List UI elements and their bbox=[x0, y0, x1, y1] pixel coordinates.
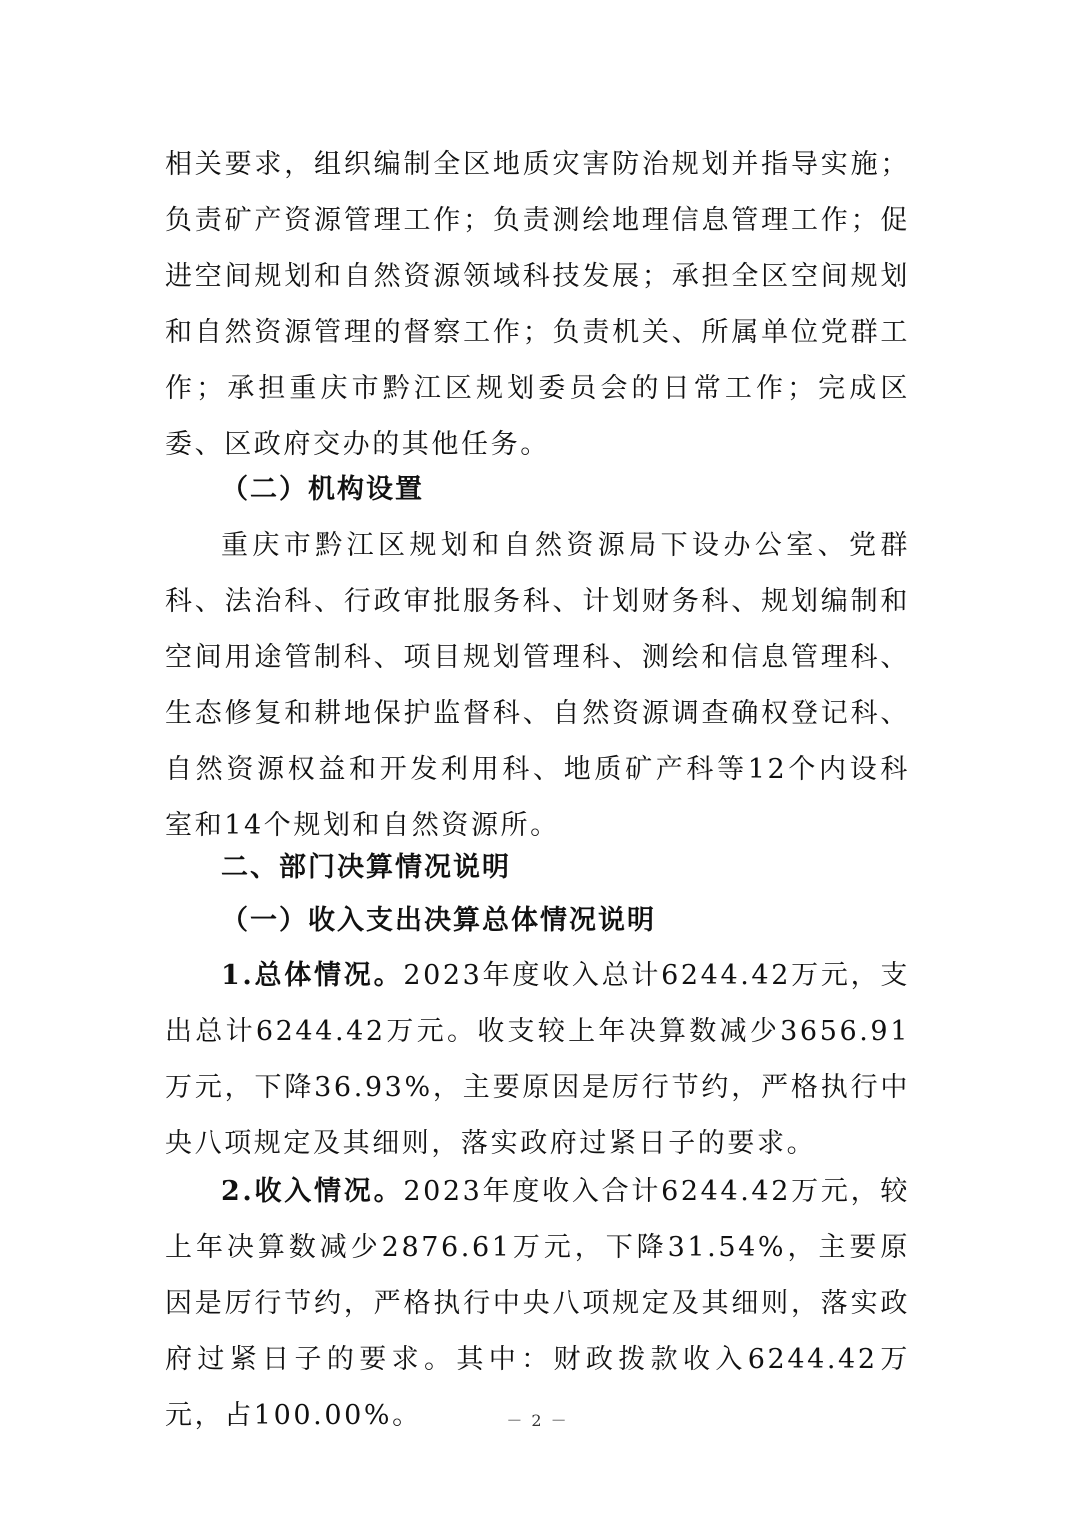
income-text: 2023年度收入合计6244.42万元，较上年决算数减少2876.61万元，下降31.54%，主要原因是厉行节约，严格执行中央八项规定及其细则，落实政府过紧日子的要求。其中：财政拨款收入6244.42万元，占100.00%。 bbox=[165, 1176, 911, 1431]
heading-org-structure: （二）机构设置 bbox=[221, 474, 424, 505]
overall-text: 2023年度收入总计6244.42万元，支出总计6244.42万元。收支较上年决算数减少3656.91万元，下降36.93%，主要原因是厉行节约，严格执行中央八项规定及其细则，落实政府过紧日子的要求。 bbox=[165, 960, 911, 1159]
overall-lead: 1.总体情况。 bbox=[221, 960, 404, 991]
heading-subsection-1: （一）收入支出决算总体情况说明 bbox=[221, 905, 656, 936]
paragraph-org-structure: 重庆市黔江区规划和自然资源局下设办公室、党群科、法治科、行政审批服务科、计划财务科、规划编制和空间用途管制科、项目规划管理科、测绘和信息管理科、生态修复和耕地保护监督科、自然资源调查确权登记科、自然资源权益和开发利用科、地质矿产科等12个内设科室和14个规划和自然资源所。 bbox=[165, 530, 910, 841]
heading-section-2: 二、部门决算情况说明 bbox=[221, 852, 511, 883]
page-number: － 2 － bbox=[506, 1411, 569, 1430]
income-lead: 2.收入情况。 bbox=[221, 1176, 404, 1207]
paragraph-overall-situation bbox=[165, 948, 910, 1172]
paragraph-duties-continued: 相关要求，组织编制全区地质灾害防治规划并指导实施；负责矿产资源管理工作；负责测绘地理信息管理工作；促进空间规划和自然资源领域科技发展；承担全区空间规划和自然资源管理的督察工作；负责机关、所属单位党群工作；承担重庆市黔江区规划委员会的日常工作；完成区委、区政府交办的其他任务。 bbox=[165, 149, 910, 460]
paragraph-income-situation bbox=[165, 1164, 910, 1444]
